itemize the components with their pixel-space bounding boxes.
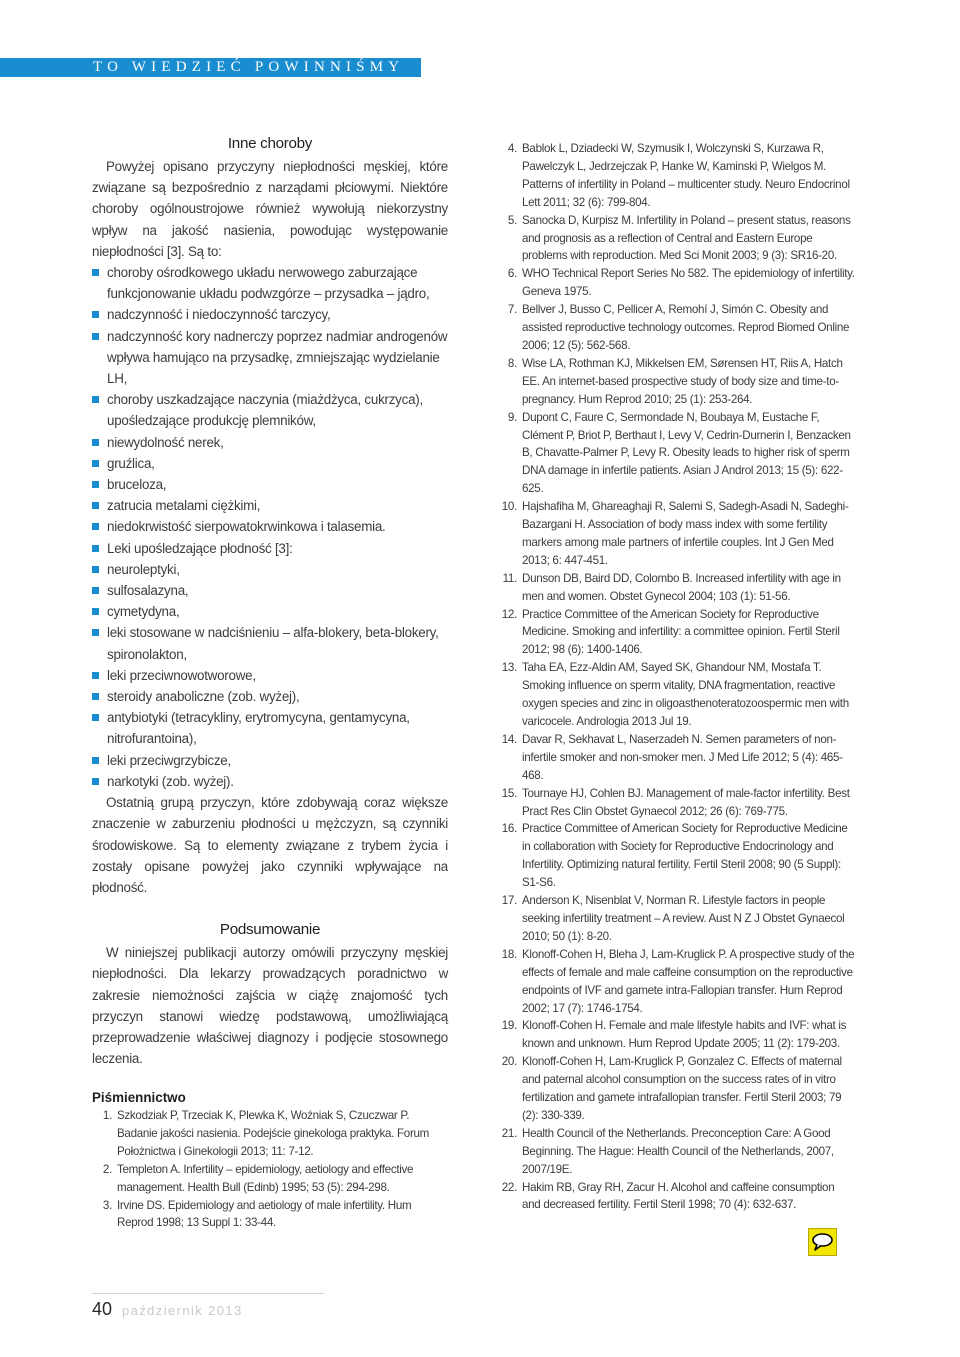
reference-text: Klonoff-Cohen H. Female and male lifestyle habits and IVF: what is known and unknown. Hum Reprod Update 2005; 11 (2): 179-203.: [522, 1019, 847, 1051]
reference-number: 6.: [507, 267, 517, 281]
list-item: [92, 601, 448, 622]
reference-text: Szkodziak P, Trzeciak K, Plewka K, Woźniak S, Czuczwar P. Badanie jakości nasienia. Podejście ginekologa praktyka. Forum Położnictwa i Ginekologii 2013; 11: 7-12.: [117, 1109, 430, 1158]
list-item-text: steroidy anaboliczne (zob. wyżej),: [107, 689, 300, 705]
square-bullet-icon: [92, 502, 99, 509]
reference-text: Wise LA, Rothman KJ, Mikkelsen EM, Sørensen HT, Riis A, Hatch EE. An internet-based prospective study of body size and time-to-pregnancy. Hum Reprod 2010; 25 (1): 253-264.: [522, 356, 843, 406]
reference-number: 5.: [507, 213, 517, 227]
reference-text: Templeton A. Infertility – epidemiology, aetiology and effective management. Health Bull (Edinb) 1995; 53 (5): 294-298.: [117, 1162, 414, 1194]
reference-item: [92, 1197, 448, 1233]
section-heading-summary: Podsumowanie: [219, 921, 321, 939]
reference-text: Bellver J, Busso C, Pellicer A, Remohí J, Simón C. Obesity and assisted reproductive technology outcomes. Reprod Biomed Online 2006; 12 (5): 562-568.: [522, 303, 850, 352]
reference-text: Hakim RB, Gray RH, Zacur H. Alcohol and caffeine consumption and decreased fertility. Fertil Steril 1998; 70 (4): 632-637.: [522, 1180, 835, 1212]
square-bullet-icon: [92, 523, 99, 530]
reference-number: 9.: [507, 410, 517, 424]
list-item-text: narkotyki (zob. wyżej).: [107, 773, 234, 789]
reference-text: Anderson K, Nisenblat V, Norman R. Lifestyle factors in people seeking infertility treatment – A review. Aust N Z J Obstet Gynaecol 2010; 50 (1): 8-20.: [522, 894, 845, 943]
reference-item: [497, 1053, 855, 1125]
reference-number: 10.: [501, 500, 517, 514]
reference-number: 3.: [102, 1198, 112, 1212]
reference-item: [497, 409, 855, 499]
square-bullet-icon: [92, 757, 99, 764]
reference-number: 22.: [501, 1180, 517, 1194]
square-bullet-icon: [92, 269, 99, 276]
section-title: TO WIEDZIEĆ POWINNIŚMY: [93, 59, 405, 75]
square-bullet-icon: [92, 460, 99, 467]
square-bullet-icon: [92, 693, 99, 700]
reference-text: Bablok L, Dziadecki W, Szymusik I, Wolczynski S, Kurzawa R, Pawelczyk L, Jedrzejczak P, Hanke W, Kaminski P, Wielgos M. Patterns of infertility in Poland – multicenter study. Neuro Endocrinol Lett 2011; 32 (6): 799-804.: [522, 142, 850, 209]
list-item-text: zatrucia metalami ciężkimi,: [107, 498, 261, 514]
reference-item: [497, 892, 855, 946]
list-item: [92, 750, 448, 771]
reference-text: Dunson DB, Baird DD, Colombo B. Increased infertility with age in men and women. Obstet Gynecol 2004; 103 (1): 51-56.: [522, 571, 841, 603]
list-item: [92, 326, 448, 390]
reference-text: Dupont C, Faure C, Sermondade N, Boubaya M, Eustache F, Clément P, Briot P, Berthaut I, Levy V, Cedrin-Durnerin I, Benzacken B, Chavatte-Palmer P, Levy R. Obesity leads to higher risk of sperm DNA damage in infertile patients. Asian J Androl 2013; 15 (5): 622-625.: [522, 410, 851, 496]
list-item-text: nadczynność i niedoczynność tarczycy,: [107, 307, 331, 323]
list-item-text: choroby uszkadzające naczynia (miażdżyca, cukrzyca), upośledzające produkcję plemników,: [107, 392, 423, 429]
reference-number: 12.: [501, 607, 517, 621]
list-item-text: Leki upośledzające płodność [3]:: [107, 540, 293, 556]
reference-text: Tournaye HJ, Cohlen BJ. Management of male-factor infertility. Best Pract Res Clin Obstet Gynaecol 2012; 26 (6): 769-775.: [522, 786, 850, 818]
intro-paragraph: Powyżej opisano przyczyny niepłodności męskiej, które związane są bezpośrednio z narządami płciowymi. Niektóre choroby ogólnoustrojowe również wywołują niekorzystny wpływ na jakość nasienia, powodując występowanie niepłodności [3]. Są to:: [92, 159, 448, 259]
list-item: [92, 580, 448, 601]
list-item: [92, 432, 448, 453]
reference-number: 2.: [102, 1162, 112, 1176]
list-item: [92, 474, 448, 495]
square-bullet-icon: [92, 566, 99, 573]
reference-number: 8.: [507, 356, 517, 370]
reference-number: 4.: [507, 142, 517, 155]
reference-item: [497, 946, 855, 1018]
reference-item: [497, 355, 855, 409]
square-bullet-icon: [92, 396, 99, 403]
square-bullet-icon: [92, 311, 99, 318]
reference-item: [497, 731, 855, 785]
square-bullet-icon: [92, 672, 99, 679]
reference-text: Practice Committee of the American Society for Reproductive Medicine. Smoking and infertility: a committee opinion. Fertil Steril 2012; 98 (6): 1400-1406.: [522, 607, 840, 657]
reference-text: Davar R, Sekhavat L, Naserzadeh N. Semen parameters of non-infertile smoker and non-smoker men. J Med Life 2012; 5 (4): 465-468.: [522, 732, 843, 782]
reference-item: [92, 1161, 448, 1197]
list-item-text: bruceloza,: [107, 477, 167, 493]
list-item: [92, 304, 448, 325]
summary-paragraph: W niniejszej publikacji autorzy omówili przyczyny męskiej niepłodności. Dla lekarzy prowadzących poradnictwo w zakresie niemożności zajścia w ciążę znajomość tych przyczyn stanowi wiedzę podstawową, umożliwiającą przeprowadzenie właściwej diagnozy i podjęcie stosownego leczenia.: [92, 945, 448, 1067]
square-bullet-icon: [92, 629, 99, 636]
section-banner: [0, 58, 421, 77]
square-bullet-icon: [92, 714, 99, 721]
reference-text: Hajshafiha M, Ghareaghaji R, Salemi S, Sadegh-Asadi N, Sadeghi-Bazargani H. Association of body mass index with some fertility markers among male partners of infertile couples. Int J Gen Med 2013; 6: 447-451.: [522, 500, 849, 567]
list-item: [92, 495, 448, 516]
issue-date: październik 2013: [122, 1303, 243, 1318]
section-heading-other-diseases: Inne choroby: [227, 135, 313, 152]
reference-item: [497, 570, 855, 606]
reference-number: 21.: [501, 1126, 517, 1140]
references-heading: Piśmiennictwo: [92, 1090, 186, 1105]
reference-item: [497, 785, 855, 821]
square-bullet-icon: [92, 481, 99, 488]
square-bullet-icon: [92, 545, 99, 552]
list-item: [92, 686, 448, 707]
reference-number: 16.: [501, 822, 517, 836]
reference-number: 19.: [501, 1019, 517, 1033]
square-bullet-icon: [92, 778, 99, 785]
list-item: [92, 516, 448, 537]
disease-list: [92, 262, 448, 792]
list-item-text: choroby ośrodkowego układu nerwowego zaburzające funkcjonowanie układu podwzgórze – przysadka – jądro,: [107, 265, 430, 302]
square-bullet-icon: [92, 439, 99, 446]
list-item: [92, 559, 448, 580]
reference-item: [497, 659, 855, 731]
reference-text: Sanocka D, Kurpisz M. Infertility in Poland – present status, reasons and prognosis as a reflection of Central and Eastern Europe problems with reproduction. Med Sci Monit 2003; 9 (3): SR16-20.: [522, 213, 851, 263]
list-item: [92, 538, 448, 559]
reference-text: Klonoff-Cohen H, Bleha J, Lam-Kruglick P. A prospective study of the effects of female and male caffeine consumption on the reproductive endpoints of IVF and gamete intra-Fallopian transfer. Hum Reprod 2002; 17 (7): 1746-1754.: [522, 947, 855, 1015]
list-item: [92, 707, 448, 749]
list-item-text: leki stosowane w nadciśnieniu – alfa-blokery, beta-blokery, spironolakton,: [107, 625, 439, 662]
reference-item: [497, 820, 855, 892]
list-item: [92, 389, 448, 431]
reference-item: [497, 1125, 855, 1179]
list-item: [92, 622, 448, 664]
reference-number: 17.: [501, 894, 517, 908]
reference-item: [497, 301, 855, 355]
list-item-text: leki przeciwnowotworowe,: [107, 667, 256, 683]
list-item-text: leki przeciwgrzybicze,: [107, 752, 231, 768]
square-bullet-icon: [92, 608, 99, 615]
square-bullet-icon: [92, 587, 99, 594]
reference-number: 13.: [501, 661, 517, 675]
references-list-left: [92, 1107, 448, 1232]
page-number: 40: [92, 1299, 113, 1319]
reference-number: 7.: [507, 303, 517, 317]
reference-item: [497, 265, 855, 301]
list-item-text: sulfosalazyna,: [107, 583, 189, 599]
list-item-text: cymetydyna,: [107, 604, 180, 620]
list-item-text: niedokrwistość sierpowatokrwinkowa i talasemia.: [107, 519, 386, 535]
reference-number: 20.: [501, 1055, 517, 1069]
reference-number: 18.: [501, 947, 517, 961]
reference-item: [92, 1107, 448, 1161]
reference-number: 14.: [501, 732, 517, 746]
reference-text: Irvine DS. Epidemiology and aetiology of male infertility. Hum Reprod 1998; 13 Suppl 1: 33-44.: [117, 1198, 412, 1230]
reference-number: 11.: [502, 571, 517, 585]
reference-text: WHO Technical Report Series No 582. The epidemiology of infertility. Geneva 1975.: [522, 267, 855, 299]
list-item-text: gruźlica,: [107, 455, 155, 471]
closing-paragraph: Ostatnią grupą przyczyn, które zdobywają coraz większe znaczenie w zaburzeniu płodności u mężczyzn, są czynniki środowiskowe. Są to elementy związane z trybem życia i zostały opisane powyżej jako czynniki wpływające na płodność.: [92, 795, 448, 895]
reference-item: [497, 140, 855, 212]
square-bullet-icon: [92, 333, 99, 340]
list-item-text: neuroleptyki,: [107, 561, 180, 577]
reference-item: [497, 212, 855, 266]
list-item-text: antybiotyki (tetracykliny, erytromycyna, gentamycyna, nitrofurantoina),: [107, 710, 410, 747]
reference-text: Practice Committee of American Society for Reproductive Medicine in collaboration with Society for Reproductive Endocrinology and Infertility. Optimizing natural fertility. Fertil Steril 2008; 90 (5 Suppl): S1-S6.: [522, 822, 848, 890]
list-item-text: nadczynność kory nadnerczy poprzez nadmiar androgenów wpływa hamująco na przysadkę, zmniejszając wydzielanie LH,: [107, 328, 448, 387]
reference-text: Health Council of the Netherlands. Preconception Care: A Good Beginning. The Hague: Health Council of the Netherlands, 2007, 2007/19E.: [522, 1126, 834, 1176]
speech-bubble-icon: [808, 1228, 837, 1256]
references-list-right: [497, 140, 855, 1214]
reference-text: Klonoff-Cohen H, Lam-Kruglick P, Gonzalez C. Effects of maternal and paternal alcohol consumption on the success rates of in vitro fertilization and gamete intrafallopian transfer. Fertil Steril 2003; 79 (2): 330-339.: [522, 1055, 842, 1122]
list-item-text: niewydolność nerek,: [107, 434, 224, 450]
list-item: [92, 453, 448, 474]
list-item: [92, 771, 448, 792]
reference-item: [497, 1017, 855, 1053]
reference-item: [497, 498, 855, 570]
list-item: [92, 665, 448, 686]
list-item: [92, 262, 448, 304]
reference-item: [497, 1179, 855, 1215]
reference-text: Taha EA, Ezz-Aldin AM, Sayed SK, Ghandour NM, Mostafa T. Smoking influence on sperm vitality, DNA fragmentation, reactive oxygen species and zinc in oligoasthenoteratozoospermic men with varicocele. Andrologia 2013 Jul 19.: [522, 661, 849, 728]
footer-divider: [92, 1293, 324, 1294]
reference-number: 1.: [102, 1109, 112, 1122]
reference-number: 15.: [501, 786, 517, 800]
reference-item: [497, 606, 855, 660]
left-column: [92, 133, 448, 1069]
